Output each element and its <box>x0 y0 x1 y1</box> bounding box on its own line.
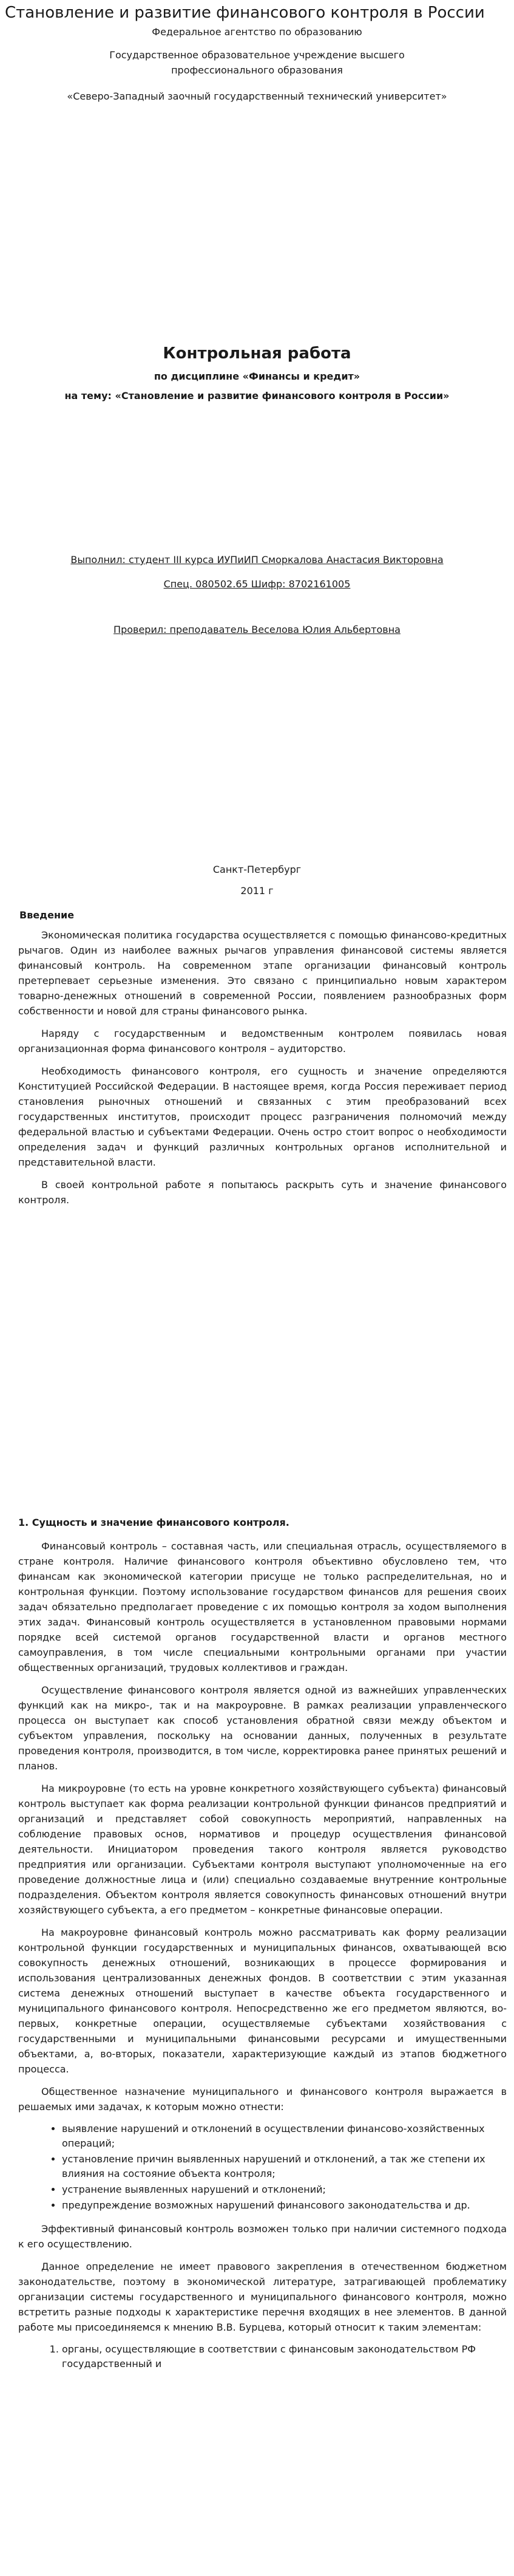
list-item: • устранение выявленных нарушений и отклонений; <box>62 2182 507 2197</box>
year: 2011 г <box>240 885 274 897</box>
section-paragraph: На макроуровне финансовый контроль можно рассматривать как форму реализации контрольной функции государственных и муниципальных финансов, охватывающей всю совокупность денежных отношений, возникающих в процессе формирования и использования централизованных денежных фондов. В соответствии с этим указанная система денежных отношений выступает в качестве объекта государственного и муниципального финансового контроля. Непосредственно же его предметом являются, во-первых, конкретные операции, осуществляемые субъектами хозяйствования с государственными и муниципальными финансовыми ресурсами и имущественными объектами, а, во-вторых, показатели, характеризующие каждый из этапов бюджетного процесса. <box>18 1927 507 2075</box>
intro-paragraph: Наряду с государственным и ведомственным контролем появилась новая организационная форма финансового контроля – аудиторство. <box>18 1028 507 1054</box>
intro-paragraph: В своей контрольной работе я попытаюсь раскрыть суть и значение финансового контроля. <box>18 1179 507 1206</box>
institution-line-1: Государственное образовательное учреждение высшего <box>109 49 405 61</box>
tasks-list <box>18 2122 507 2213</box>
section-paragraph: Общественное назначение муниципального и финансового контроля выражается в решаемых ими задачах, к которым можно отнести: <box>18 2086 507 2113</box>
discipline-line: по дисциплине «Финансы и кредит» <box>154 371 360 382</box>
institution-line-2: профессионального образования <box>171 64 343 76</box>
performer-text: Выполнил: студент III курса ИУПиИП Сморкалова Анастасия Викторовна <box>70 554 444 565</box>
section-paragraph: Эффективный финансовый контроль возможен только при наличии системного подхода к его осуществлению. <box>18 2223 507 2250</box>
document-title: Становление и развитие финансового контроля в России <box>5 4 485 22</box>
agency-name: Федеральное агентство по образованию <box>152 26 362 38</box>
section-paragraph: Данное определение не имеет правового закрепления в отечественном бюджетном законодательстве, поэтому в экономической литературе, затрагивающей проблематику организации системы государственного и муниципального финансового контроля, можно встретить разные подходы к характеристике перечня входящих в нее элементов. В данной работе мы присоединяемся к мнению В.В. Бурцева, который относит к таким элементам: <box>18 2261 507 2333</box>
section-paragraph: Осуществление финансового контроля является одной из важнейших управленческих функций как на микро-, так и на макроуровне. В рамках реализации управленческого процесса он выступает как способ установления обратной связи между объектом и субъектом управления, поскольку на основании данных, полученных в результате проведения контроля, производится, в том числе, корректировка ранее принятых решений и планов. <box>18 1684 507 1772</box>
work-title: Контрольная работа <box>163 344 351 363</box>
performer-line <box>0 553 514 567</box>
section-1 <box>18 1515 507 2371</box>
spec-line <box>0 577 514 592</box>
checker-text: Проверил: преподаватель Веселова Юлия Альбертовна <box>113 624 401 635</box>
topic-line: на тему: «Становление и развитие финансового контроля в России» <box>64 390 450 401</box>
spec-text: Спец. 080502.65 Шифр: 8702161005 <box>163 578 351 590</box>
list-item: 1. органы, осуществляющие в соответствии с финансовым законодательством РФ государственный и <box>62 2342 507 2371</box>
elements-list <box>18 2342 507 2371</box>
list-item: • выявление нарушений и отклонений в осуществлении финансово-хозяйственных операций; <box>62 2122 507 2151</box>
section-paragraph: На микроуровне (то есть на уровне конкретного хозяйствующего субъекта) финансовый контроль выступает как форма реализации контрольной функции финансов предприятий и организаций и представляет собой совокупность мероприятий, направленных на соблюдение правовых основ, нормативов и процедур осуществления финансовой деятельности. Инициатором проведения такого контроля является руководство предприятия или организации. Субъектами контроля выступают уполномоченные на его проведение должностные лица и (или) специально создаваемые внутренние контрольные подразделения. Объектом контроля является совокупность финансовых отношений внутри хозяйствующего субъекта, а его предметом – конкретные финансовые операции. <box>18 1783 507 1916</box>
introduction-section <box>18 908 507 1215</box>
university-name: «Северо-Западный заочный государственный технический университет» <box>67 91 447 102</box>
list-item: • предупреждение возможных нарушений финансового законодательства и др. <box>62 2198 507 2213</box>
list-item: • установление причин выявленных нарушений и отклонений, а так же степени их влияния на состояние объекта контроля; <box>62 2152 507 2181</box>
introduction-heading: Введение <box>19 909 75 921</box>
section-1-heading: 1. Сущность и значение финансового контроля. <box>18 1517 289 1528</box>
intro-paragraph: Необходимость финансового контроля, его сущность и значение определяются Конституцией Российской Федерации. В настоящее время, когда Россия переживает период становления рыночных отношений и связанных с этим преобразований всех государственных институтов, происходит процесс разграничения полномочий между федеральной властью и субъектами Федерации. Очень остро стоит вопрос о необходимости определения задач и функций различных контрольных органов исполнительной и представительной власти. <box>18 1065 507 1168</box>
intro-paragraph: Экономическая политика государства осуществляется с помощью финансово-кредитных рычагов. Один из наиболее важных рычагов управления финансовой системы является финансовый контроль. На современном этапе организации финансовый контроль претерпевает серьезные изменения. Это связано с принципиально новым характером товарно-денежных отношений в современной России, появлением разнообразных форм собственности и новой для страны финансового рынка. <box>18 929 507 1017</box>
checker-line <box>0 623 514 637</box>
city: Санкт-Петербург <box>212 864 302 875</box>
institution-name <box>0 47 514 78</box>
section-paragraph: Финансовый контроль – составная часть, или специальная отрасль, осуществляемого в стране контроля. Наличие финансового контроля объективно обусловлено тем, что финансам как экономической категории присуще не только распределительная, но и контрольная функции. Поэтому использование государством финансов для решения своих задач обязательно предполагает проведение с их помощью контроля за ходом выполнения этих задач. Финансовый контроль осуществляется в установленном правовыми нормами порядке всей системой органов государственной власти и органов местного самоуправления, в том числе специальными контрольными органами при участии общественных организаций, трудовых коллективов и граждан. <box>18 1540 507 1673</box>
